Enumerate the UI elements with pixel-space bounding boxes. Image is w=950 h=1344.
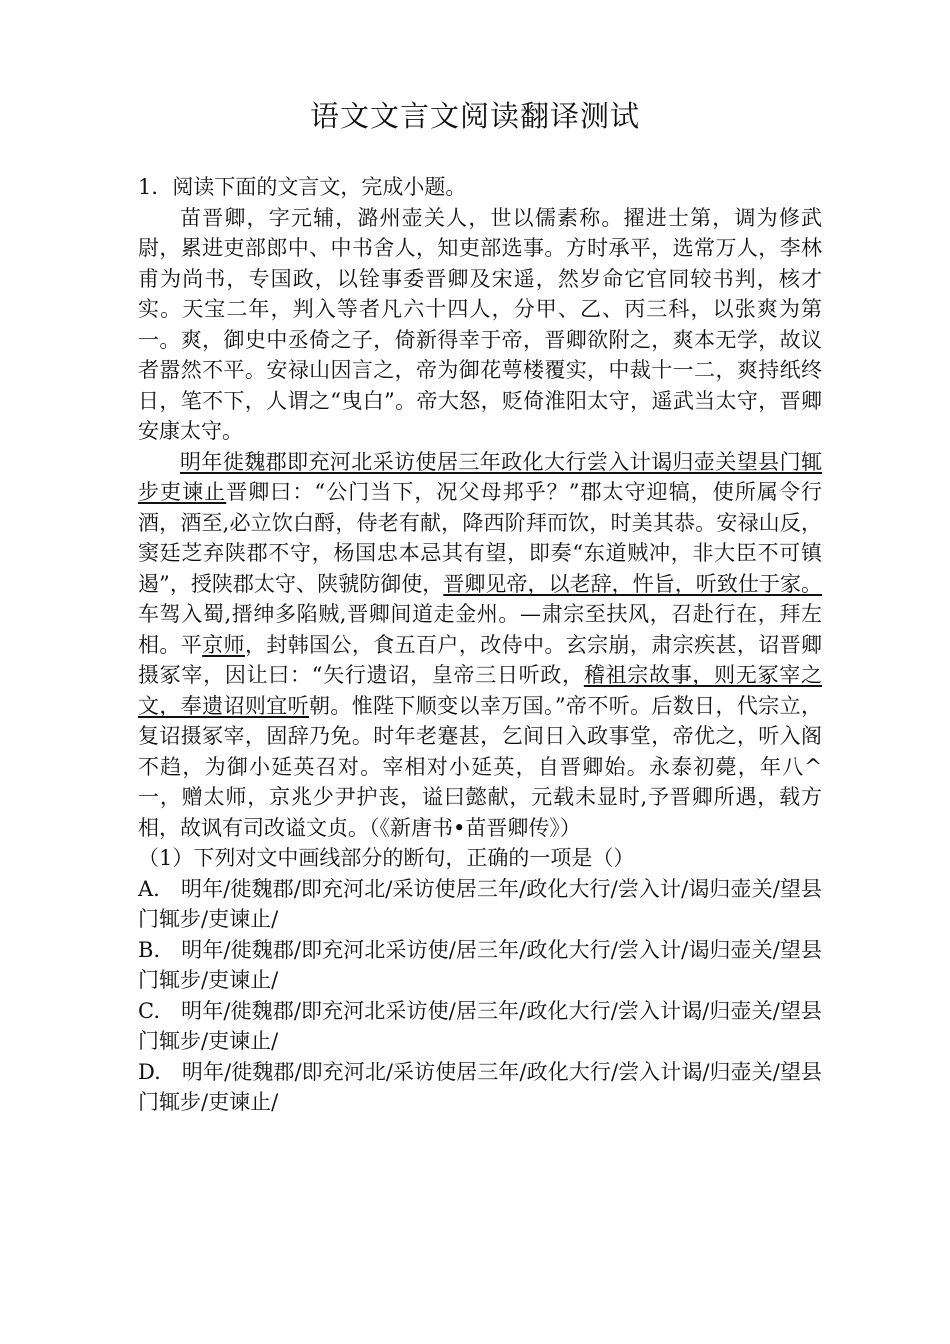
option-d: D. 明年/徙魏郡/即充河北/采访使居三年/政化大行/尝入计谒/归壶关/望县门辄步/吏谏止/ bbox=[138, 1059, 822, 1114]
document-body bbox=[138, 172, 822, 1118]
passage-paragraph-2 bbox=[138, 447, 822, 844]
option-b: B. 明年/徙魏郡/即充河北采访使/居三年/政化大行/尝入计/谒归壶关/望县门辄步/吏谏止/ bbox=[138, 937, 822, 992]
passage-text: 朝。惟陛下顺变以幸万国。”帝不听。后数日，代宗立，复诏摄冢宰，固辞乃免。时年老蹇甚，乞间日入政事堂，帝优之，听入阁不趋，为御小延英召对。宰相对小延英，自晋卿始。永泰初薨，年八^一，赠太师，京兆少尹护丧，谥曰懿献，元载未显时,予晋卿所遇，载方相，故讽有司改谥文贞。（《新唐书•苗晋卿传》） bbox=[138, 693, 823, 840]
option-a: A. 明年/徙魏郡/即充河北/采访使居三年/政化大行/尝入计/谒归壶关/望县门辄步/吏谏止/ bbox=[138, 876, 822, 931]
question-intro: 1．阅读下面的文言文，完成小题。 bbox=[138, 175, 467, 199]
question-stem: （1）下列对文中画线部分的断句，正确的一项是（） bbox=[138, 846, 635, 870]
underlined-segment-4: 稽祖宗故事，则无冢宰之文，奉遗诏则宜听 bbox=[138, 663, 823, 718]
passage-text: ，封韩国公，食五百户，改侍中。玄宗崩，肃宗疾甚，诏晋卿摄冢宰，因让曰：“矢行遗诏，皇帝三日听政， bbox=[138, 632, 823, 687]
option-c: C. 明年/徙魏郡/即充河北采访使/居三年/政化大行/尝入计谒/归壶关/望县门辄步/吏谏止/ bbox=[138, 998, 822, 1053]
underlined-segment-3: 京师 bbox=[202, 632, 245, 657]
underlined-segment-1: 明年徙魏郡即充河北采访使居三年政化大行尝入计谒归壶关望县门辄步吏谏止 bbox=[138, 449, 822, 504]
document-title: 语文文言文阅读翻译测试 bbox=[309, 99, 640, 133]
passage-text: 车驾入蜀,搢绅多陷贼,晋卿间道走金州。—肃宗至扶风，召赴行在，拜左相。平 bbox=[138, 602, 822, 657]
passage-paragraph-1: 苗晋卿，字元辅，潞州壶关人，世以儒素称。擢进士第，调为修武尉，累进吏部郎中、中书舍人，知吏部选事。方时承平，选常万人，李林甫为尚书，专国政，以铨事委晋卿及宋遥，然岁命它官同较书判，核才实。天宝二年，判入等者凡六十四人，分甲、乙、丙三科，以张爽为第一。爽，御史中丞倚之子，倚新得幸于帝，晋卿欲附之，爽本无学，故议者嚣然不平。安禄山因言之，帝为御花萼楼覆实，中裁十一二，爽持纸终日，笔不下，人谓之“曳白”。帝大怒，贬倚淮阳太守，遥武当太守，晋卿安康太守。 bbox=[138, 205, 822, 443]
underlined-segment-2: 晋卿见帝，以老辞，忤旨，听致仕于家。 bbox=[443, 571, 822, 596]
passage-text: 晋卿曰：“公门当下，况父母邦乎？”郡太守迎犒，使所属令行酒，酒至,必立饮白酹，侍老有献，降西阶拜而饮，时美其恭。安禄山反，窦廷芝弃陕郡不守，杨国忠本忌其有望，即奏“东道贼冲，非大臣不可镇遏”，授陕郡太守、陕虢防御使， bbox=[138, 480, 822, 596]
